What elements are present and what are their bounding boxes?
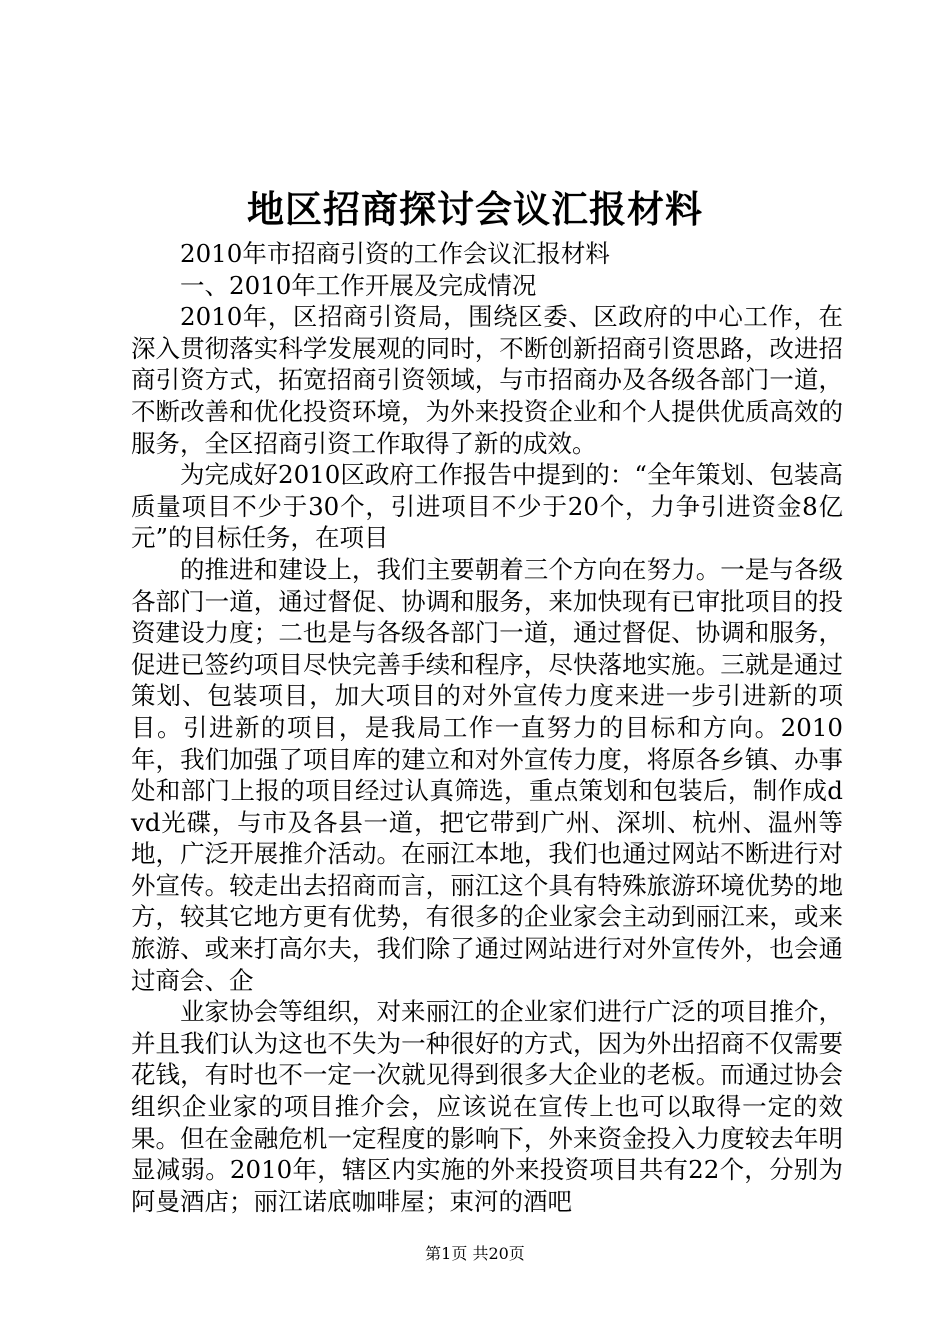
paragraph: 为完成好2010区政府工作报告中提到的：“全年策划、包装高质量项目不少于30个，引进项目不少于20个，力争引进资金8亿元”的目标任务，在项目 [131, 460, 843, 553]
paragraph: 2010年，区招商引资局，围绕区委、区政府的中心工作，在深入贯彻落实科学发展观的同时，不断创新招商引资思路，改进招商引资方式，拓宽招商引资领域，与市招商办及各级各部门一道，不断改善和优化投资环境，为外来投资企业和个人提供优质高效的服务，全区招商引资工作取得了新的成效。 [131, 302, 843, 458]
paragraph-section-heading: 一、2010年工作开展及完成情况 [180, 270, 537, 300]
paragraph-subtitle: 2010年市招商引资的工作会议汇报材料 [180, 239, 610, 268]
document-title: 地区招商探讨会议汇报材料 [247, 187, 703, 231]
paragraph: 的推进和建设上，我们主要朝着三个方向在努力。一是与各级各部门一道，通过督促、协调和服务，来加快现有已审批项目的投资建设力度；二也是与各级各部门一道，通过督促、协调和服务，促进已签约项目尽快完善手续和程序，尽快落地实施。三就是通过策划、包装项目，加大项目的对外宣传力度来进一步引进新的项目。引进新的项目，是我局工作一直努力的目标和方向。2010年，我们加强了项目库的建立和对外宣传力度，将原各乡镇、办事处和部门上报的项目经过认真筛选，重点策划和包装后，制作成dvd光碟，与市及各县一道，把它带到广州、深圳、杭州、温州等地，广泛开展推介活动。在丽江本地，我们也通过网站不断进行对外宣传。较走出去招商而言，丽江这个具有特殊旅游环境优势的地方，较其它地方更有优势，有很多的企业家会主动到丽江来，或来旅游、或来打高尔夫，我们除了通过网站进行对外宣传外，也会通过商会、企 [131, 554, 843, 995]
document-body [131, 238, 843, 1217]
page-footer: 第1页 共20页 [425, 1244, 525, 1263]
paragraph: 业家协会等组织，对来丽江的企业家们进行广泛的项目推介，并且我们认为这也不失为一种很好的方式，因为外出招商不仅需要花钱，有时也不一定一次就见得到很多大企业的老板。而通过协会组织企业家的项目推介会，应该说在宣传上也可以取得一定的效果。但在金融危机一定程度的影响下，外来资金投入力度较去年明显减弱。2010年，辖区内实施的外来投资项目共有22个，分别为阿曼酒店；丽江诺底咖啡屋；束河的酒吧 [131, 997, 843, 1216]
